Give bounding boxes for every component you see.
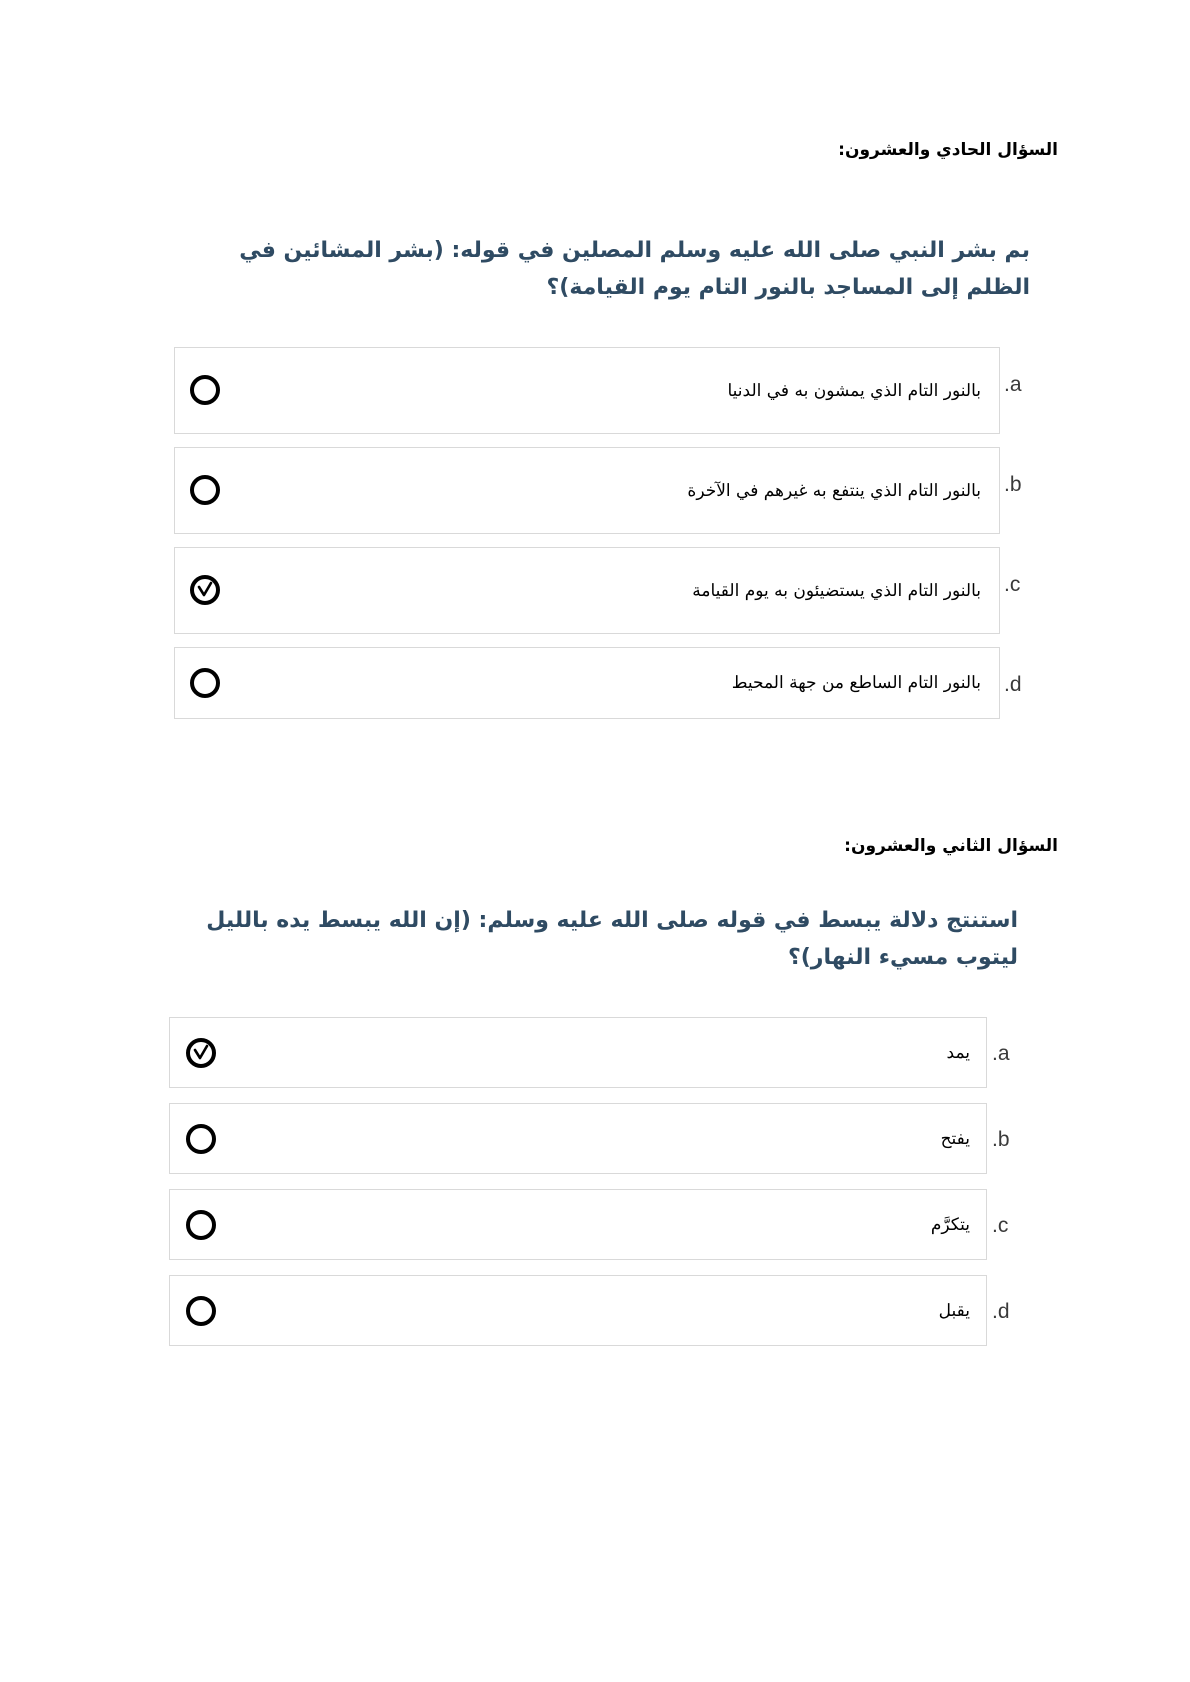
q21-option-b-radio-icon[interactable] bbox=[190, 475, 220, 505]
q21-option-c-letter: .c bbox=[1004, 573, 1021, 596]
q22-option-d-radio-icon[interactable] bbox=[186, 1296, 216, 1326]
q21-option-d-letter: .d bbox=[1004, 673, 1022, 696]
check-mark-icon bbox=[196, 581, 214, 599]
q22-option-d[interactable] bbox=[169, 1275, 987, 1346]
q21-option-a[interactable] bbox=[174, 347, 1000, 434]
q21-option-a-letter: .a bbox=[1004, 373, 1022, 396]
q22-option-c-radio-icon[interactable] bbox=[186, 1210, 216, 1240]
q21-option-c[interactable] bbox=[174, 547, 1000, 634]
q22-option-a-text: يمد bbox=[946, 1042, 970, 1063]
q22-option-d-text: يقبل bbox=[938, 1300, 970, 1321]
q22-option-c-letter: .c bbox=[992, 1214, 1009, 1237]
q22-option-b-radio-icon[interactable] bbox=[186, 1124, 216, 1154]
check-mark-icon bbox=[192, 1044, 210, 1062]
q22-option-d-letter: .d bbox=[992, 1300, 1010, 1323]
q22-option-a-letter: .a bbox=[992, 1042, 1010, 1065]
q22-option-c-text: يتكرَّم bbox=[930, 1214, 970, 1235]
q22-option-a-radio-checked-icon[interactable] bbox=[186, 1038, 216, 1068]
q22-option-b-text: يفتح bbox=[940, 1128, 970, 1149]
question-21-heading: السؤال الحادي والعشرون: bbox=[838, 140, 1058, 160]
q21-option-b-letter: .b bbox=[1004, 473, 1022, 496]
q21-option-d[interactable] bbox=[174, 647, 1000, 719]
question-22-heading: السؤال الثاني والعشرون: bbox=[844, 836, 1058, 856]
q22-option-b-letter: .b bbox=[992, 1128, 1010, 1151]
q21-option-d-text: بالنور التام الساطع من جهة المحيط bbox=[731, 673, 981, 693]
q21-option-c-radio-checked-icon[interactable] bbox=[190, 575, 220, 605]
q21-option-c-text: بالنور التام الذي يستضيئون به يوم القيامة bbox=[692, 580, 981, 601]
q22-option-c[interactable] bbox=[169, 1189, 987, 1260]
question-21-text: بم بشر النبي صلى الله عليه وسلم المصلين في قوله: (بشر المشائين في الظلم إلى المساجد بالنور التام يوم القيامة)؟ bbox=[239, 238, 1030, 300]
question-22-text: استنتج دلالة يبسط في قوله صلى الله عليه وسلم: (إن الله يبسط يده بالليل ليتوب مسيء النهار)؟ bbox=[206, 908, 1018, 970]
q22-option-b[interactable] bbox=[169, 1103, 987, 1174]
q22-option-a[interactable] bbox=[169, 1017, 987, 1088]
q21-option-a-text: بالنور التام الذي يمشون به في الدنيا bbox=[727, 380, 981, 401]
q21-option-b-text: بالنور التام الذي ينتفع به غيرهم في الآخرة bbox=[687, 480, 981, 501]
q21-option-b[interactable] bbox=[174, 447, 1000, 534]
q21-option-a-radio-icon[interactable] bbox=[190, 375, 220, 405]
q21-option-d-radio-icon[interactable] bbox=[190, 668, 220, 698]
